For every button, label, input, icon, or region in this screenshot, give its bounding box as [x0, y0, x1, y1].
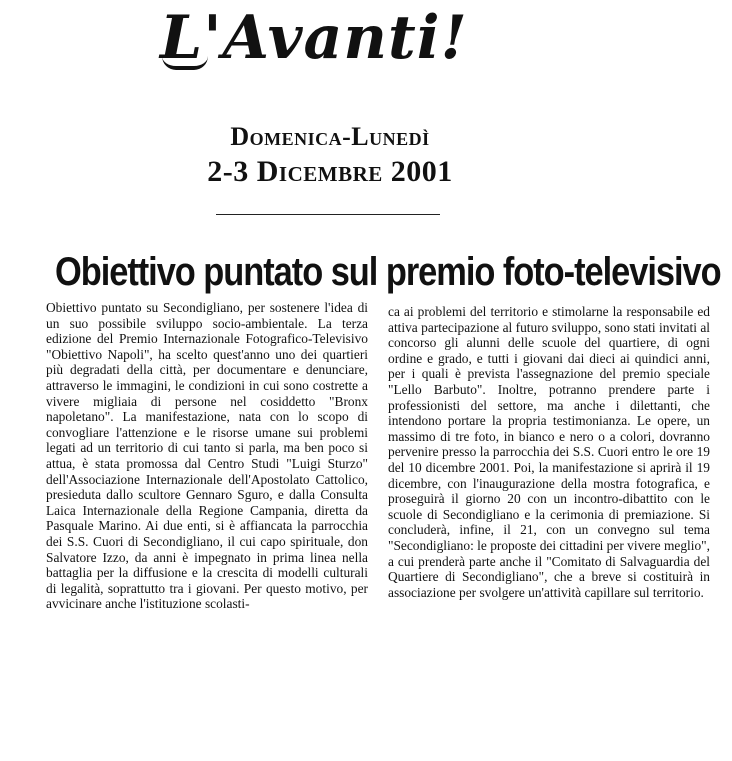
- article-column-right: [388, 304, 710, 628]
- logo-swash: [162, 56, 208, 70]
- article-text-right: ca ai problemi del territorio e stimolarne la responsabile ed attiva partecipazione al futuro sviluppo, sono stati invitati al concorso gli alunni delle scuole del quartiere, di ogni ordine e grado, e tutti i giovani dai dieci ai quindici anni, per i quali è prevista l'assegnazione del premio speciale "Lello Barbuto". Inoltre, potranno prendere parte i professionisti del settore, ma anche i dilettanti, che intendono portare la propria testimonianza. Le opere, un massimo di tre foto, in bianco e nero o a colori, dovranno pervenire presso la parrocchia dei S.S. Cuori entro le ore 19 del 10 dicembre 2001. Poi, la manifestazione si aprirà il 19 dicembre, con l'inaugurazione della mostra fotografica, e proseguirà il giorno 20 con un incontro-dibattito con le scuole di Secondigliano e la cerimonia di premiazione. Si concluderà, infine, il 21, con un convegno sul tema "Secondigliano: le proposte dei cittadini per vivere meglio", a cui prenderà parte anche il "Comitato di Salvaguardia del Quartiere di Secondigliano", che a breve si costituirà in associazione per svolgere un'attività capillare sul territorio.: [388, 304, 710, 600]
- dateline: [150, 120, 510, 190]
- masthead: [160, 2, 500, 74]
- masthead-logo: L'Avanti!: [160, 3, 468, 73]
- article-headline: Obiettivo puntato sul premio foto-televisivo: [55, 250, 721, 294]
- article-text-left: Obiettivo puntato su Secondigliano, per sostenere l'idea di un suo possibile sviluppo socio-ambientale. La terza edizione del Premio Internazionale Fotografico-Televisivo "Obiettivo Napoli", ha scelto quest'anno uno dei quartieri più degradati della città, per documentare e denunciare, attraverso le immagini, le condizioni in cui sono costrette a vivere migliaia di persone nel cosiddetto "Bronx napoletano". La manifestazione, nata con lo scopo di convogliare l'attenzione e le risorse umane sui problemi legati ad un territorio di cui tanto si parla, ma ben poco si attua, è stata promossa dal Centro Studi "Luigi Sturzo" dell'Associazione Internazionale dell'Apostolato Cattolico, presieduta dallo scultore Gennaro Sguro, e dalla Consulta Laica Internazionale della Regione Campania, diretta da Pasquale Marino. Ai due enti, si è affiancata la parrocchia dei S.S. Cuori di Secondigliano, il cui capo spirituale, don Salvatore Izzo, da anni è impegnato in prima linea nella battaglia per la diffusione e la crescita di modelli culturali di legalità, soprattutto tra i giovani. Per questo motivo, per avvicinare anche l'istituzione scolasti-: [46, 300, 368, 612]
- dateline-days: Domenica-Lunedì: [230, 122, 430, 151]
- divider-rule: [216, 214, 440, 215]
- dateline-date: 2-3 Dicembre 2001: [207, 155, 453, 188]
- article-column-left: [46, 300, 368, 612]
